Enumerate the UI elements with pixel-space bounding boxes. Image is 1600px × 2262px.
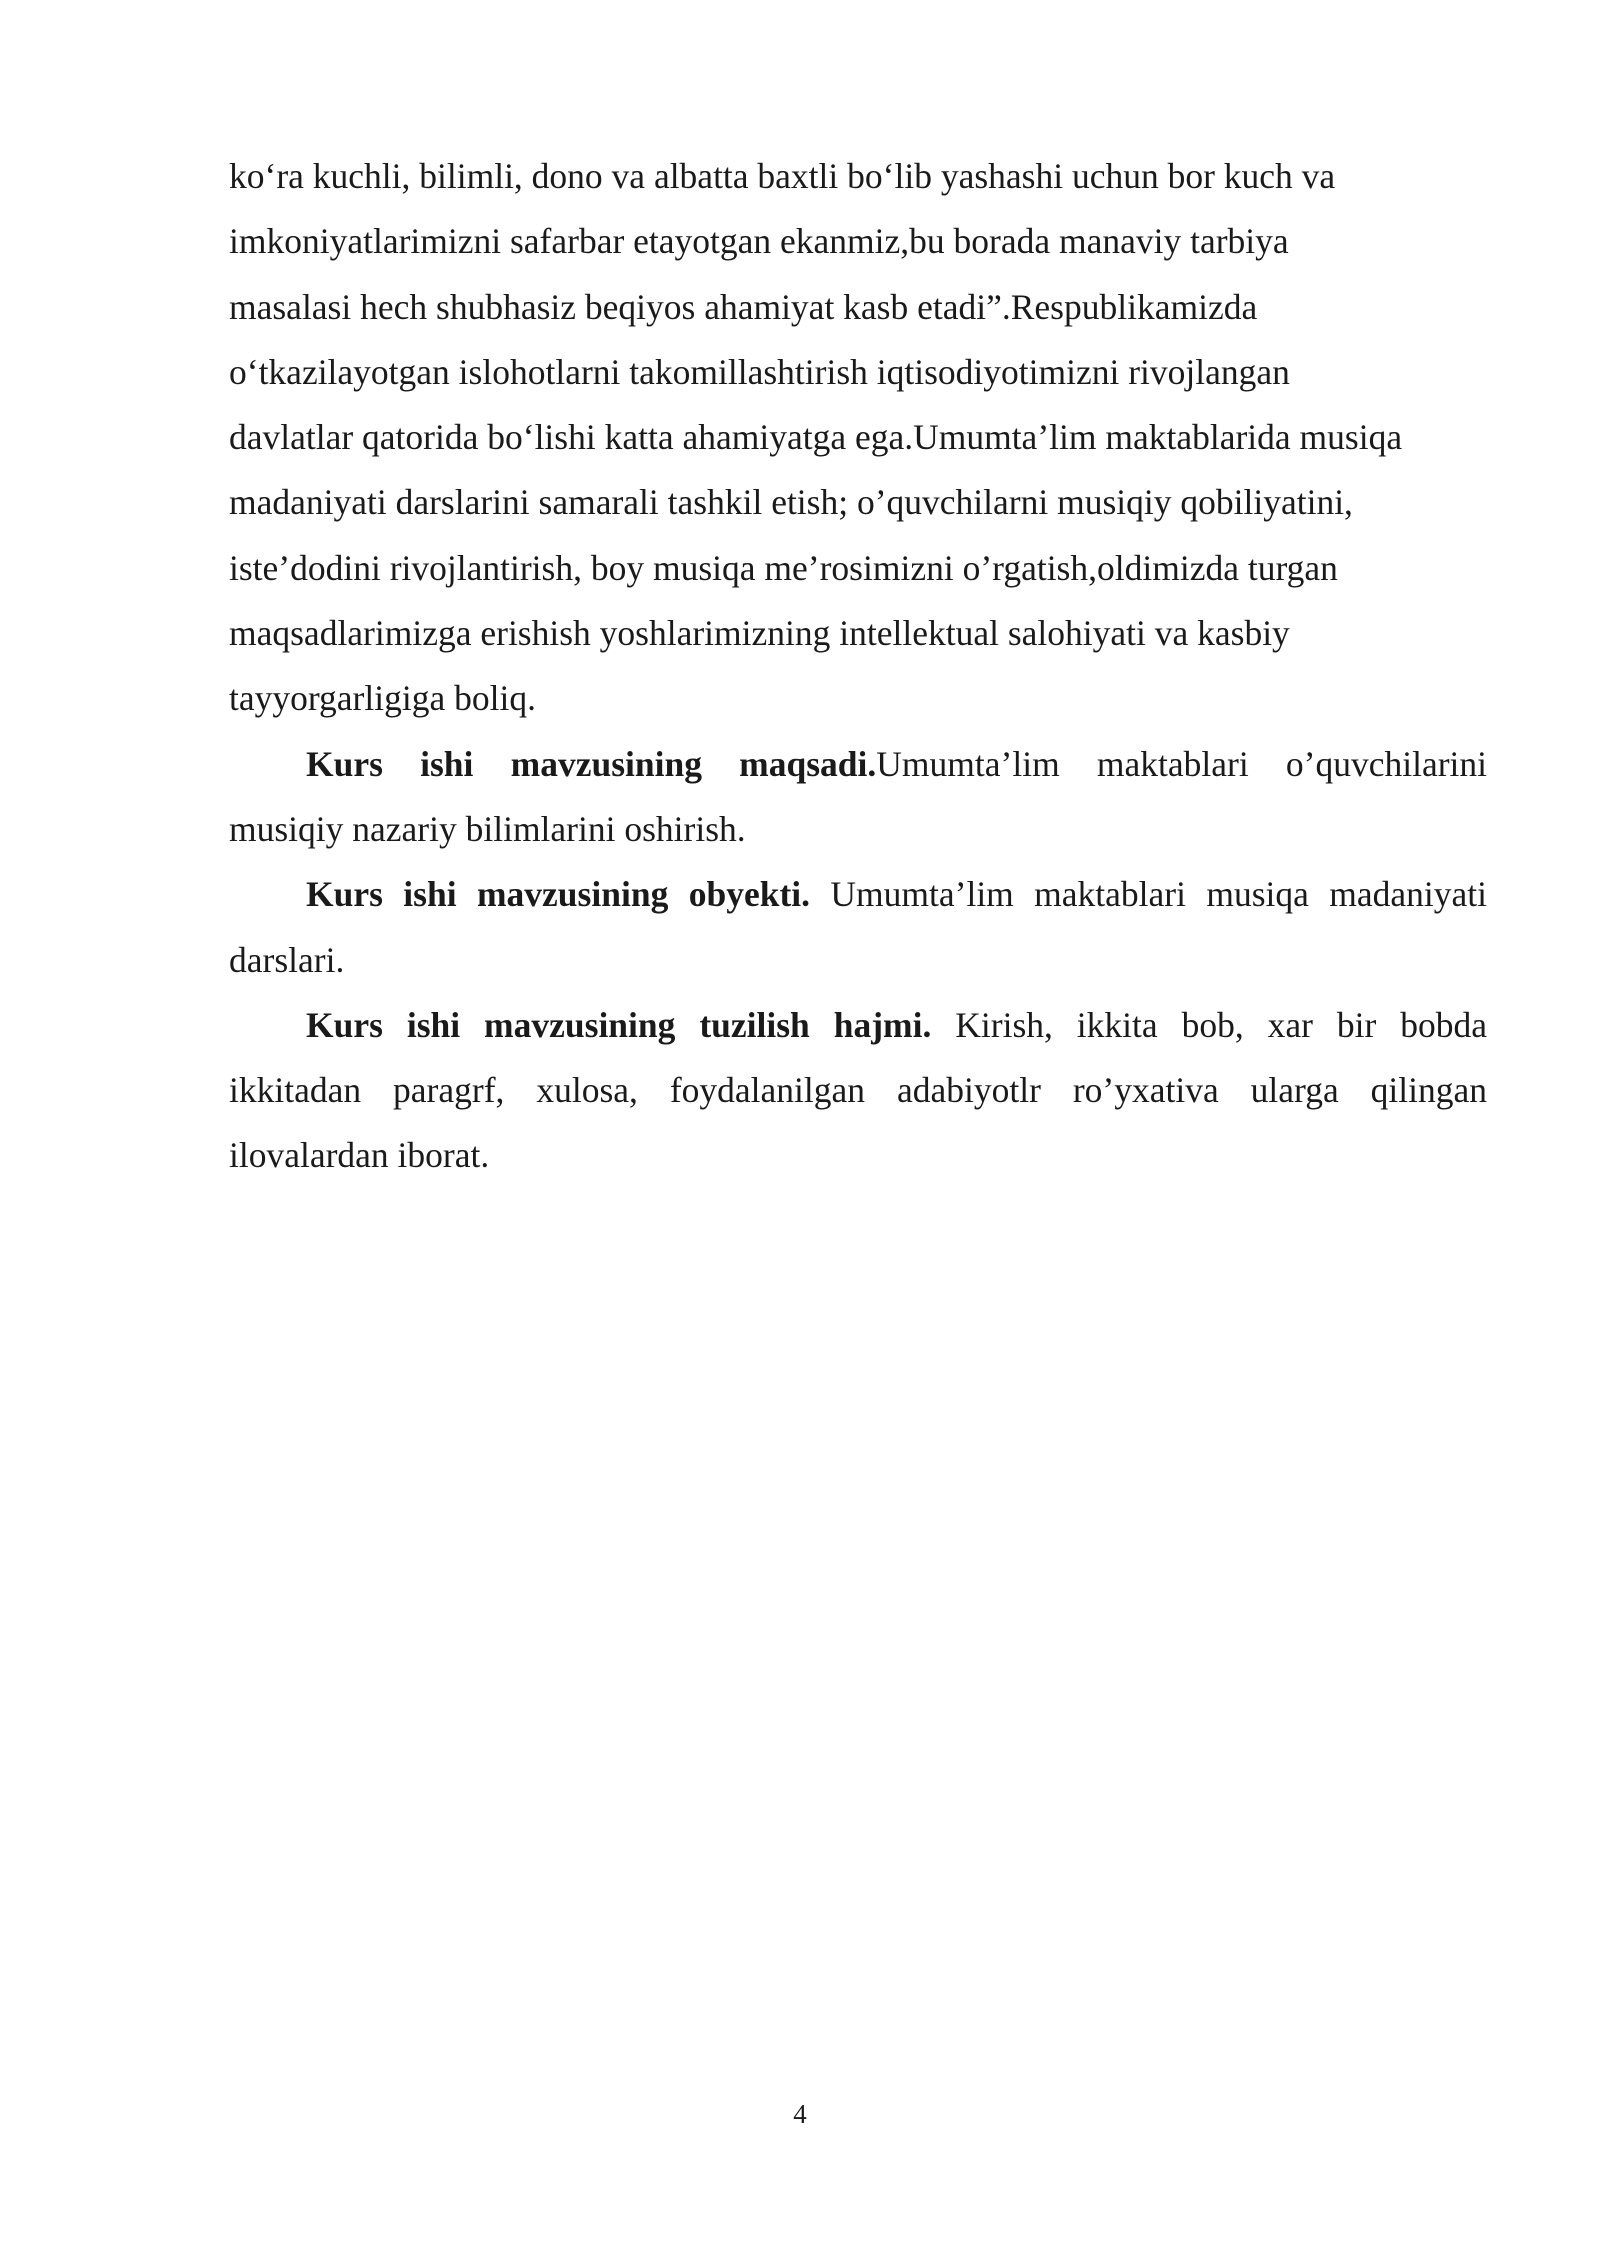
page-number: 4 — [793, 2099, 807, 2129]
paragraph-line: tayyorgarligiga boliq. — [229, 678, 536, 719]
paragraph-line: imkoniyatlarimizni safarbar etayotgan ekanmiz,bu borada manaviy tarbiya — [229, 221, 1289, 262]
goal-heading: Kurs ishi mavzusining maqsadi. — [306, 743, 877, 784]
paragraph-line: o‘tkazilayotgan islohotlarni takomillashtirish iqtisodiyotimizni rivojlangan — [229, 351, 1290, 392]
paragraph-structure — [229, 993, 1487, 1189]
paragraph-line — [229, 862, 1487, 927]
paragraph-object — [229, 862, 1487, 993]
structure-text: Kirish, ikkita bob, xar bir bobda — [931, 1004, 1487, 1045]
paragraph-line: masalasi hech shubhasiz beqiyos ahamiyat kasb etadi”.Respublikamizda — [229, 286, 1258, 327]
paragraph-line: davlatlar qatorida bo‘lishi katta ahamiyatga ega.Umumta’lim maktablarida musiqa — [229, 417, 1403, 458]
goal-text: Umumta’lim maktablari o’quvchilarini — [876, 743, 1487, 784]
paragraph-line: maqsadlarimizga erishish yoshlarimizning intellektual salohiyati va kasbiy — [229, 613, 1290, 654]
object-heading: Kurs ishi mavzusining obyekti. — [306, 874, 811, 915]
paragraph-line — [229, 732, 1487, 797]
paragraph-line — [229, 993, 1487, 1058]
paragraph-line: ko‘ra kuchli, bilimli, dono va albatta baxtli bo‘lib yashashi uchun bor kuch va — [229, 156, 1336, 196]
document-body — [229, 144, 1487, 1189]
paragraph-line: musiqiy nazariy bilimlarini oshirish. — [229, 808, 746, 849]
paragraph-intro — [229, 144, 1487, 732]
paragraph-goal — [229, 732, 1487, 863]
paragraph-line: ilovalardan iborat. — [229, 1135, 490, 1176]
object-text: Umumta’lim maktablari musiqa madaniyati — [810, 874, 1487, 915]
paragraph-line: ikkitadan paragrf, xulosa, foydalanilgan adabiyotlr ro’yxativa ularga qilingan — [229, 1070, 1487, 1111]
paragraph-line: iste’dodini rivojlantirish, boy musiqa me’rosimizni o’rgatish,oldimizda turgan — [229, 547, 1338, 588]
paragraph-line: madaniyati darslarini samarali tashkil etish; o’quvchilarni musiqiy qobiliyatini, — [229, 482, 1353, 523]
paragraph-line: darslari. — [229, 939, 345, 980]
structure-heading: Kurs ishi mavzusining tuzilish hajmi. — [306, 1004, 932, 1045]
